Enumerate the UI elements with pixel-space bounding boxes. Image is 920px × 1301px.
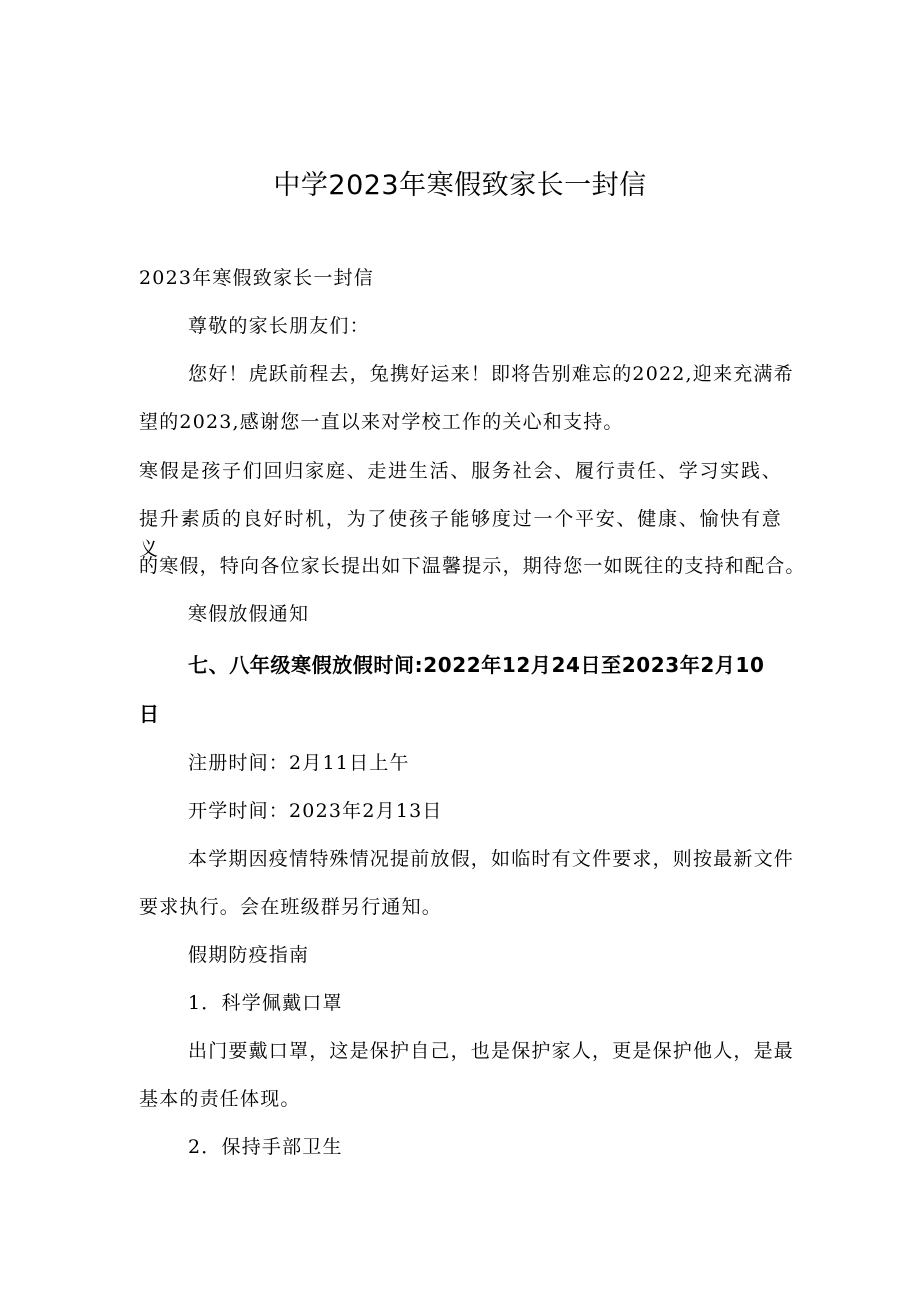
paragraph-line: 寒假是孩子们回归家庭、走进生活、服务社会、履行责任、学习实践、 xyxy=(139,460,782,482)
letter-heading: 2023年寒假致家长一封信 xyxy=(139,267,374,289)
paragraph-line: 要求执行。会在班级群另行通知。 xyxy=(139,896,443,918)
section-heading: 假期防疫指南 xyxy=(188,944,310,966)
list-item-heading: 2．保持手部卫生 xyxy=(188,1136,343,1158)
section-heading: 寒假放假通知 xyxy=(188,603,310,625)
list-item-heading: 1．科学佩戴口罩 xyxy=(188,992,343,1014)
holiday-dates-line: 七、八年级寒假放假时间:2022年12月24日至2023年2月10 xyxy=(188,653,765,677)
document-title: 中学2023年寒假致家长一封信 xyxy=(273,170,647,201)
registration-time: 注册时间：2月11日上午 xyxy=(188,752,410,774)
paragraph-line: 您好！虎跃前程去，兔携好运来！即将告别难忘的2022,迎来充满希 xyxy=(188,363,794,385)
school-start-time: 开学时间：2023年2月13日 xyxy=(188,800,443,822)
paragraph-line: 本学期因疫情特殊情况提前放假，如临时有文件要求，则按最新文件 xyxy=(188,848,795,870)
paragraph-line: 提升素质的良好时机，为了使孩子能够度过一个平安、健康、愉快有意义 xyxy=(139,508,782,560)
paragraph-line: 出门要戴口罩，这是保护自己，也是保护家人，更是保护他人，是最 xyxy=(188,1040,795,1062)
paragraph-line: 的寒假，特向各位家长提出如下温馨提示，期待您一如既往的支持和配合。 xyxy=(139,555,806,577)
paragraph-line: 基本的责任体现。 xyxy=(139,1088,301,1110)
paragraph-line: 望的2023,感谢您一直以来对学校工作的关心和支持。 xyxy=(139,411,624,433)
holiday-dates-line: 日 xyxy=(139,702,160,726)
salutation: 尊敬的家长朋友们： xyxy=(188,315,370,337)
